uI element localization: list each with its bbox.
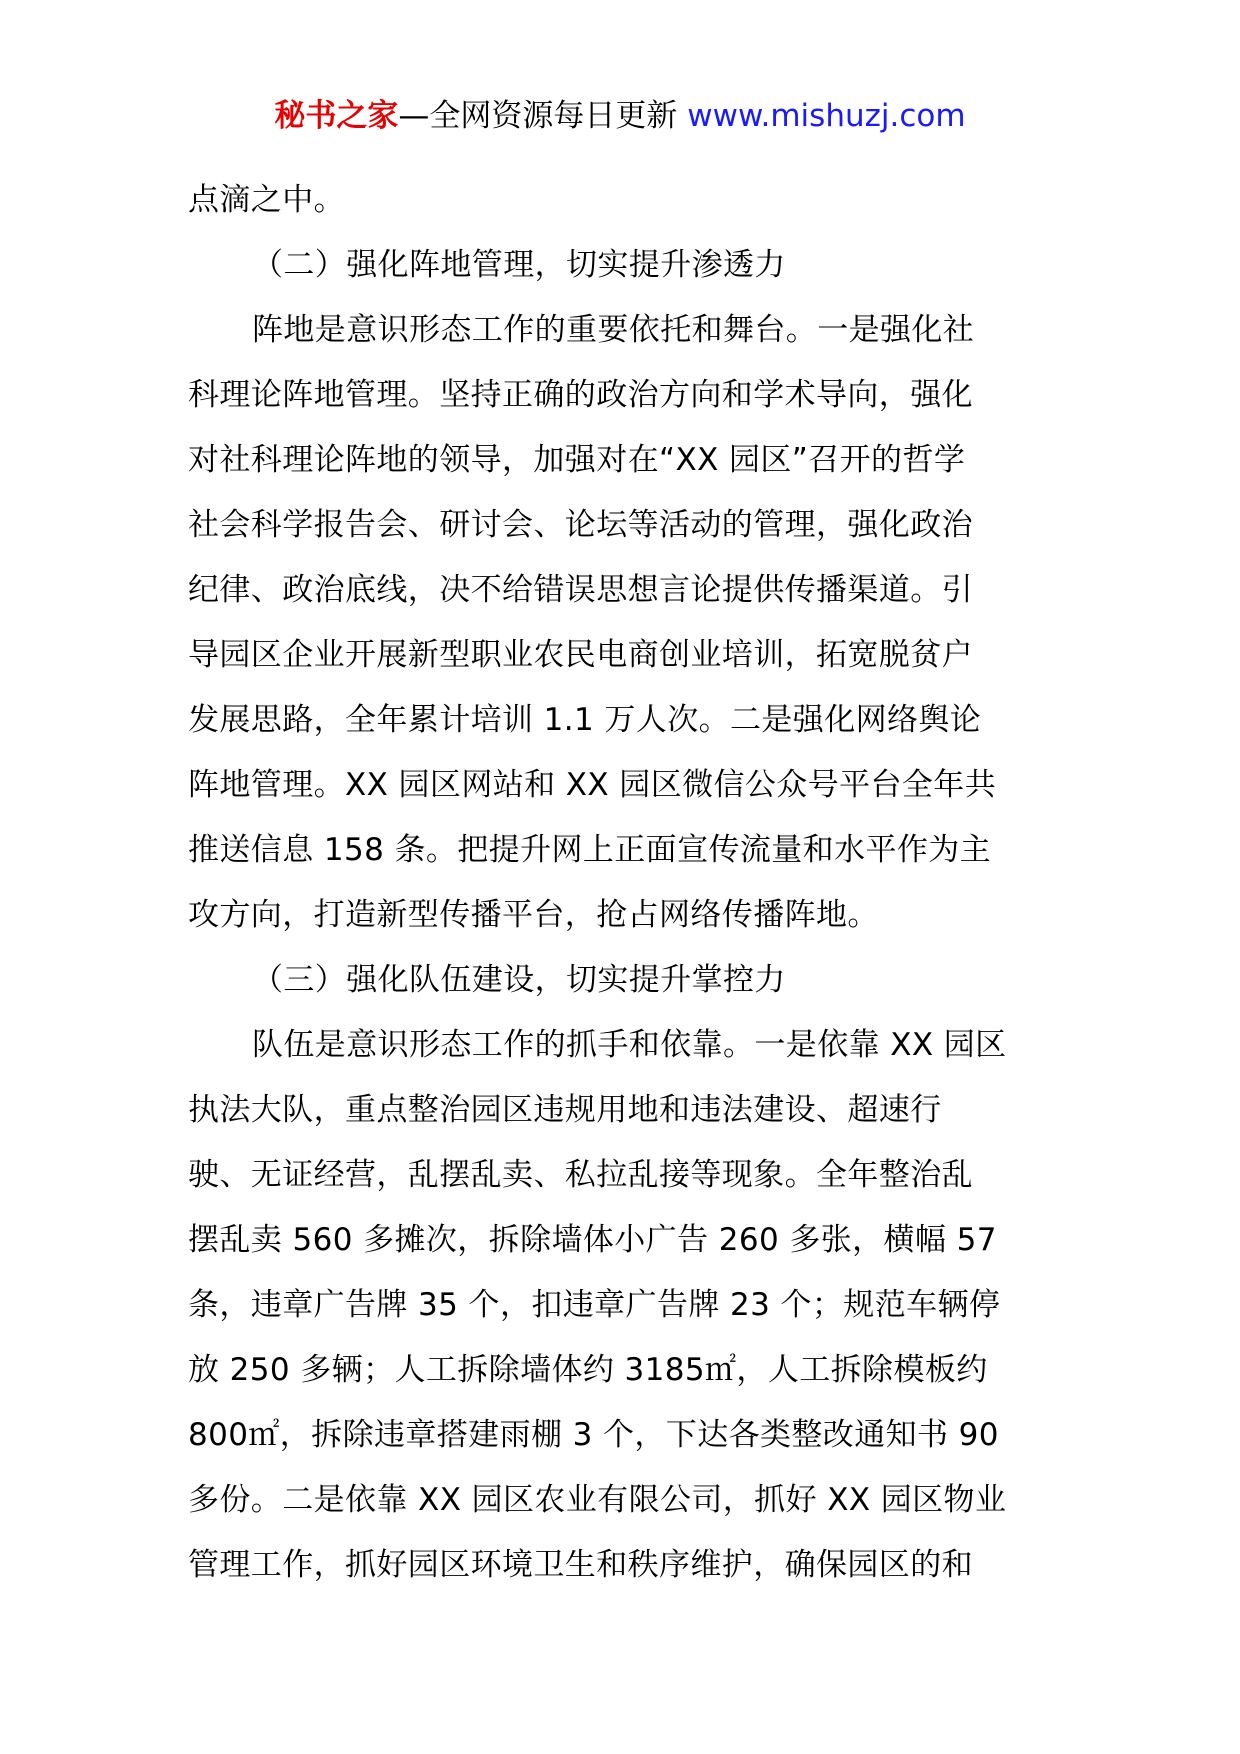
- header-slogan: —全网资源每日更新: [398, 98, 688, 134]
- text-line: 放 250 多辆；人工拆除墙体约 3185㎡，人工拆除模板约: [188, 1352, 988, 1388]
- text-line: 多份。二是依靠 XX 园区农业有限公司，抓好 XX 园区物业: [188, 1482, 1007, 1518]
- section-heading: （二）强化阵地管理，切实提升渗透力: [252, 247, 786, 283]
- text-line: 驶、无证经营，乱摆乱卖、私拉乱接等现象。全年整治乱: [188, 1157, 973, 1193]
- text-line: 点滴之中。: [188, 182, 345, 218]
- text-line: 社会科学报告会、研讨会、论坛等活动的管理，强化政治: [188, 507, 973, 543]
- document-body: [188, 168, 1056, 1598]
- page-header: [0, 96, 1240, 136]
- text-line: 攻方向，打造新型传播平台，抢占网络传播阵地。: [188, 897, 879, 933]
- text-line: 阵地是意识形态工作的重要依托和舞台。一是强化社: [252, 312, 975, 348]
- text-line: 纪律、政治底线，决不给错误思想言论提供传播渠道。引: [188, 572, 973, 608]
- text-line: 摆乱卖 560 多摊次，拆除墙体小广告 260 多张，横幅 57: [188, 1222, 997, 1258]
- text-line: 队伍是意识形态工作的抓手和依靠。一是依靠 XX 园区: [252, 1027, 1007, 1063]
- text-line: 800㎡，拆除违章搭建雨棚 3 个，下达各类整改通知书 90: [188, 1417, 999, 1453]
- text-line: 科理论阵地管理。坚持正确的政治方向和学术导向，强化: [188, 377, 973, 413]
- text-line: 对社科理论阵地的领导，加强对在“XX 园区”召开的哲学: [188, 442, 966, 478]
- brand-name: 秘书之家: [274, 98, 399, 134]
- text-line: 导园区企业开展新型职业农民电商创业培训，拓宽脱贫户: [188, 637, 973, 673]
- text-line: 条，违章广告牌 35 个，扣违章广告牌 23 个；规范车辆停: [188, 1287, 1001, 1323]
- website-link[interactable]: www.mishuzj.com: [687, 98, 966, 134]
- text-line: 阵地管理。XX 园区网站和 XX 园区微信公众号平台全年共: [188, 767, 997, 803]
- text-line: 执法大队，重点整治园区违规用地和违法建设、超速行: [188, 1092, 942, 1128]
- section-heading: （三）强化队伍建设，切实提升掌控力: [252, 962, 786, 998]
- text-line: 管理工作，抓好园区环境卫生和秩序维护，确保园区的和: [188, 1547, 973, 1583]
- text-line: 发展思路，全年累计培训 1.1 万人次。二是强化网络舆论: [188, 702, 982, 738]
- text-line: 推送信息 158 条。把提升网上正面宣传流量和水平作为主: [188, 832, 992, 868]
